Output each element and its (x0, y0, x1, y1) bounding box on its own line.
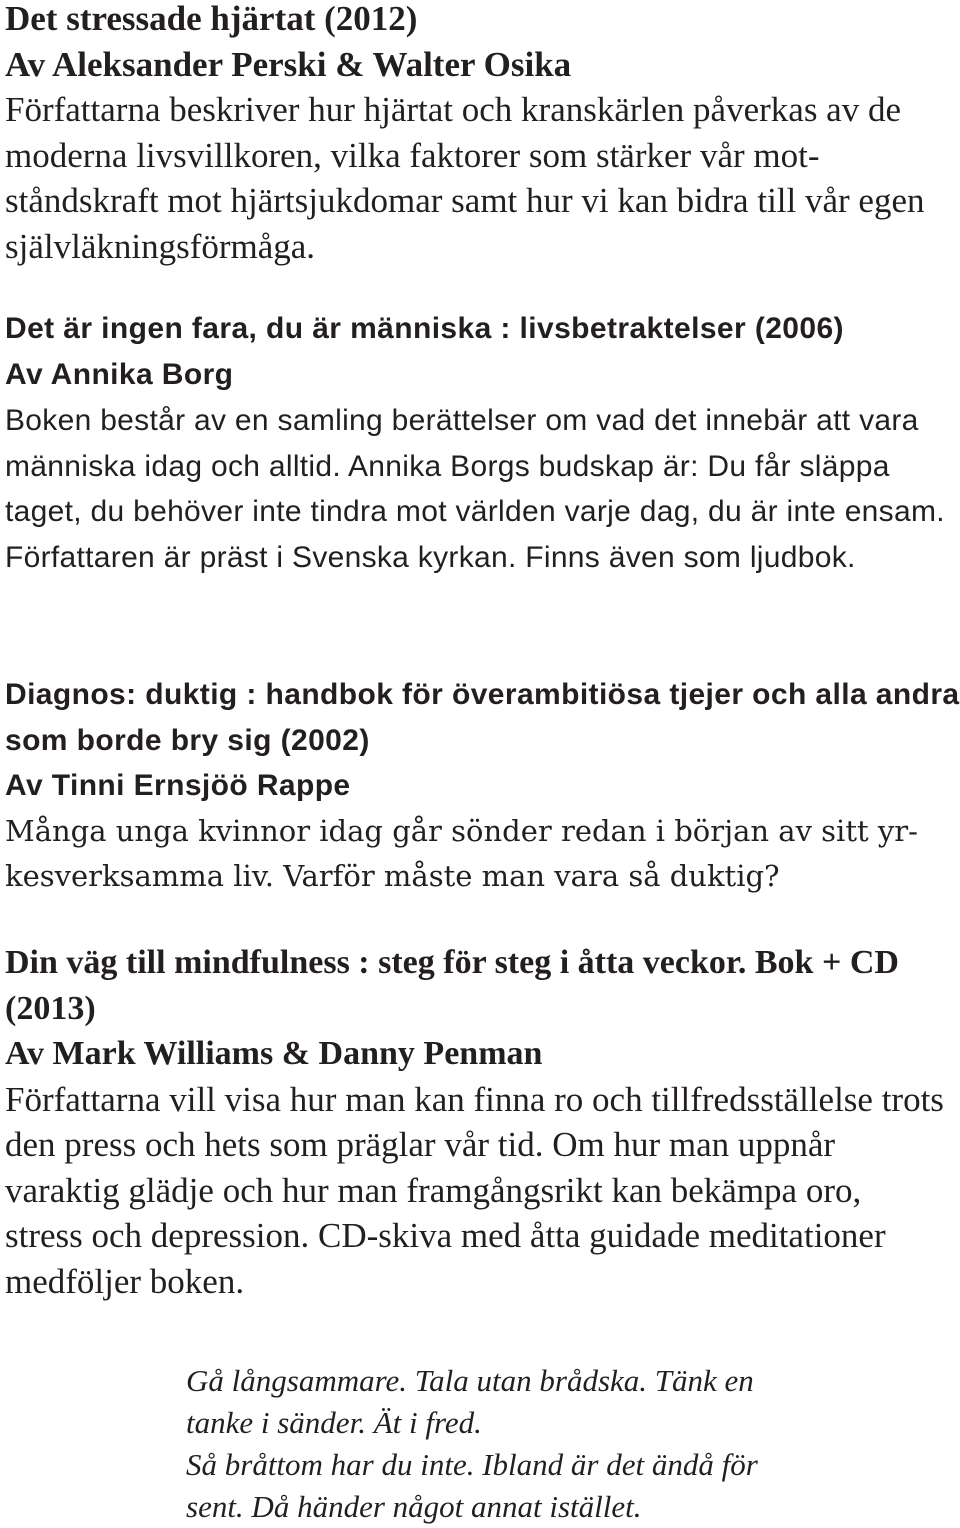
quote (186, 1360, 846, 1528)
book-entry (5, 306, 955, 580)
book-entry (5, 672, 960, 900)
book-author: Av Annika Borg (5, 358, 234, 391)
quote-line: Gå långsammare. Tala utan brådska. Tänk en (186, 1363, 754, 1398)
quote-line: tanke i sänder. Ät i fred. (186, 1405, 482, 1440)
book-title: Det är ingen fara, du är människa : livsbetraktelser (2006) (5, 312, 844, 345)
book-entry (5, 0, 955, 269)
book-title: Diagnos: duktig : handbok för överambitiösa tjejer och alla andra som borde bry sig (2002) (5, 678, 960, 757)
book-description: Författarna vill visa hur man kan finna ro och tillfredsställelse trots den press och hets som präglar vår tid. Om hur man uppnår varaktig glädje och hur man framgångsrikt kan bekämpa oro, stress och depression. CD-skiva med åtta guidade meditationer medföljer boken. (5, 1079, 944, 1301)
book-description: Många unga kvinnor idag går sönder redan i början av sitt yrkesverksamma liv. Varför måste man vara så duktig? (5, 813, 918, 893)
book-description: Författarna beskriver hur hjärtat och kranskärlen påverkas av de moderna livsvillkoren, vilka faktorer som stärker vår motståndskraft mot hjärtsjukdomar samt hur vi kan bidra till vår egen självläkningsförmåga. (5, 90, 925, 266)
book-title: Din väg till mindfulness : steg för steg i åtta veckor. Bok + CD (2013) (5, 944, 899, 1027)
book-title: Det stressade hjärtat (2012) (5, 0, 418, 38)
book-author: Av Tinni Ernsjöö Rappe (5, 769, 351, 802)
quote-line: Så bråttom har du inte. Ibland är det ändå för (186, 1447, 758, 1482)
book-author: Av Mark Williams & Danny Penman (5, 1035, 543, 1072)
book-entry (5, 940, 960, 1304)
book-description: Boken består av en samling berättelser om vad det innebär att vara människa idag och alltid. Annika Borgs budskap är: Du får släppa taget, du behöver inte tindra mot världen varje dag, du är inte ensam. Författaren är präst i Svenska kyrkan. Finns även som ljudbok. (5, 404, 945, 574)
quote-line: sent. Då händer något annat istället. (186, 1489, 642, 1524)
book-author: Av Aleksander Perski & Walter Osika (5, 44, 572, 84)
